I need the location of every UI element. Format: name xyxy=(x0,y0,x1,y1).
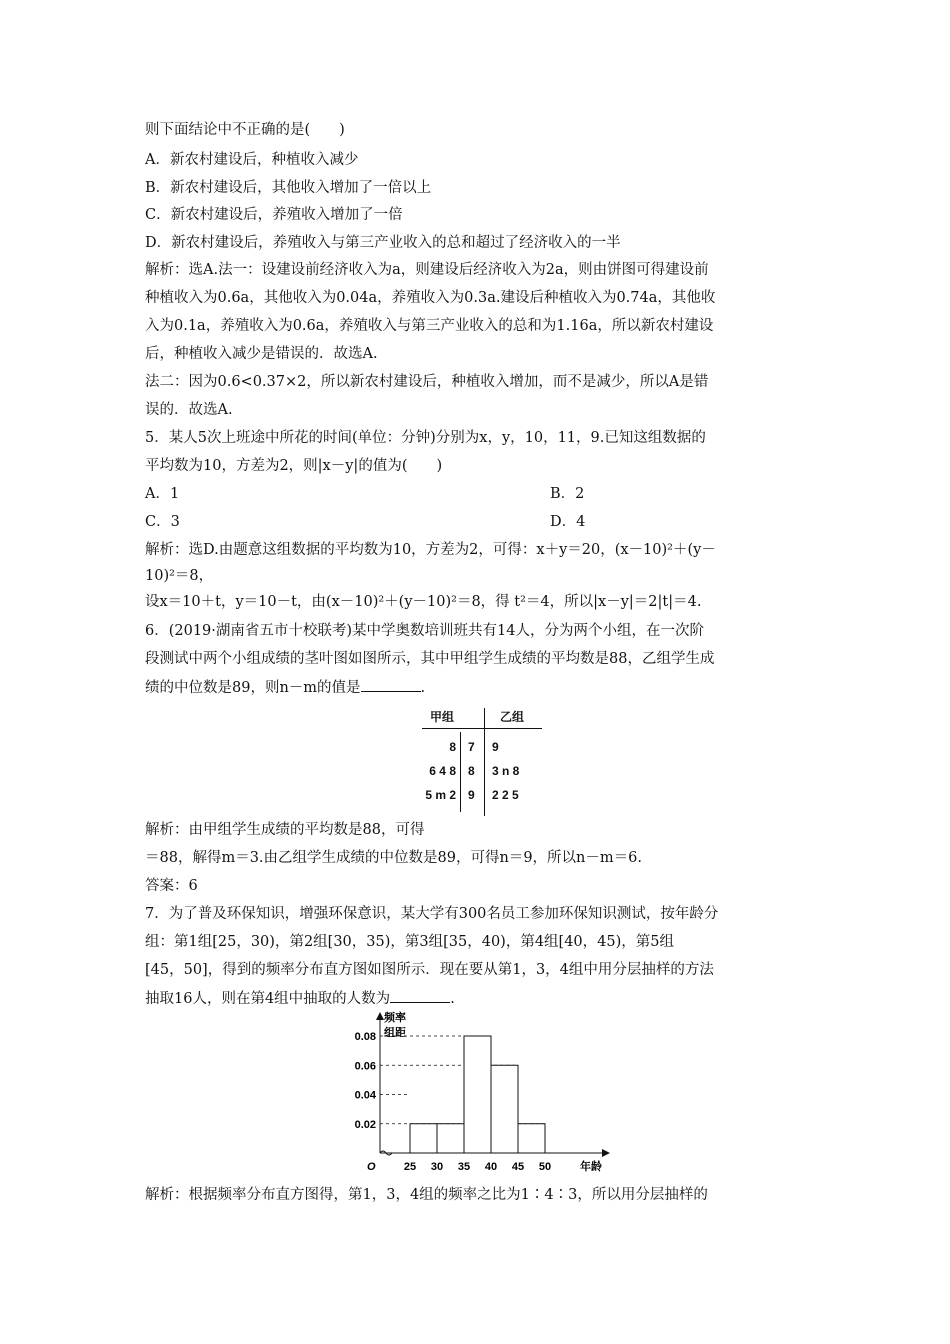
stem: 9 xyxy=(468,788,475,802)
text-line: 则下面结论中不正确的是( ) xyxy=(145,122,345,138)
stem-leaf-plot xyxy=(422,708,542,818)
solution-line: 解析：根据频率分布直方图得，第1，3，4组的频率之比为1∶4∶3，所以用分层抽样的 xyxy=(145,1187,708,1203)
y-tick-label: 0.04 xyxy=(354,1089,376,1102)
x-tick-label: 25 xyxy=(403,1161,417,1173)
question-6-line xyxy=(145,677,425,698)
y-label-bottom: 组距 xyxy=(384,1027,406,1039)
stem-leaf-header-right: 乙组 xyxy=(500,710,525,724)
option-b: B．新农村建设后，其他收入增加了一倍以上 xyxy=(145,180,432,196)
x-tick-label: 35 xyxy=(457,1161,471,1173)
answer-line: 答案：6 xyxy=(145,878,198,894)
stem: 7 xyxy=(468,740,475,754)
option-a: A．新农村建设后，种植收入减少 xyxy=(145,152,359,168)
period: . xyxy=(420,680,426,696)
period: . xyxy=(450,991,455,1007)
option-d: D．新农村建设后，养殖收入与第三产业收入的总和超过了经济收入的一半 xyxy=(145,235,621,251)
origin-label: O xyxy=(367,1161,376,1173)
question-text: 抽取16人，则在第4组中抽取的人数为 xyxy=(145,991,391,1007)
histogram-bar xyxy=(491,1065,518,1153)
question-6: 6．(2019·湖南省五市十校联考)某中学奥数培训班共有14人，分为两个小组，在一次阶 xyxy=(145,623,704,639)
y-axis-arrow xyxy=(376,1012,384,1020)
solution-line: 解析：由甲组学生成绩的平均数是88，可得 xyxy=(145,822,425,838)
y-label-top: 频率 xyxy=(384,1012,406,1024)
x-axis-label: 年龄 xyxy=(580,1161,602,1173)
histogram-bar xyxy=(464,1036,491,1153)
x-axis-arrow xyxy=(602,1149,610,1157)
histogram-bar xyxy=(437,1124,464,1153)
question-7-line: 组：第1组[25，30)，第2组[30，35)，第3组[35，40)，第4组[40，45)，第5组 xyxy=(145,934,674,950)
leaf-right: 9 xyxy=(492,740,499,754)
header-divider-line xyxy=(422,728,542,729)
option-d: D．4 xyxy=(550,514,586,530)
option-b: B．2 xyxy=(550,486,585,502)
x-tick-label: 30 xyxy=(430,1161,444,1173)
x-tick-label: 50 xyxy=(538,1161,552,1173)
option-c: C．新农村建设后，养殖收入增加了一倍 xyxy=(145,207,403,223)
stem: 8 xyxy=(468,764,475,778)
solution-line: ＝88，解得m＝3.由乙组学生成绩的中位数是89，可得n＝9，所以n－m＝6. xyxy=(145,850,642,866)
y-tick-label: 0.06 xyxy=(354,1060,376,1073)
leaf-left: 8 xyxy=(449,740,456,754)
leaf-right: 2 2 5 xyxy=(492,788,519,802)
solution-line: 种植收入为0.6a，其他收入为0.04a，养殖收入为0.3a.建设后种植收入为0.74a，其他收 xyxy=(145,290,716,306)
question-7-line: [45，50]，得到的频率分布直方图如图所示．现在要从第1，3，4组中用分层抽样的方法 xyxy=(145,962,714,978)
y-tick-label: 0.08 xyxy=(354,1031,376,1043)
question-text: 绩的中位数是89，则n－m的值是 xyxy=(145,680,361,696)
solution-line: 法二：因为0.6<0.37×2，所以新农村建设后，种植收入增加，而不是减少，所以A是错 xyxy=(145,374,709,390)
leaf-left: 6 4 8 xyxy=(429,764,456,778)
answer-blank xyxy=(390,988,450,1003)
leaf-right: 3 n 8 xyxy=(492,764,520,778)
y-tick-label: 0.02 xyxy=(354,1118,376,1131)
question-6-line: 段测试中两个小组成绩的茎叶图如图所示，其中甲组学生成绩的平均数是88，乙组学生成 xyxy=(145,651,715,667)
histogram-bar xyxy=(518,1124,545,1153)
question-7-line xyxy=(145,988,455,1009)
stem-leaf-header-left: 甲组 xyxy=(430,710,455,724)
frequency-histogram xyxy=(340,1010,620,1180)
solution-line: 解析：选A.法一：设建设前经济收入为a，则建设后经济收入为2a，则由饼图可得建设前 xyxy=(145,262,709,278)
x-tick-label: 40 xyxy=(484,1161,498,1173)
leaf-left: 5 m 2 xyxy=(425,788,456,802)
solution-line: 误的．故选A. xyxy=(145,402,233,418)
histogram-bar xyxy=(410,1124,437,1153)
question-5-line: 平均数为10，方差为2，则|x－y|的值为( ) xyxy=(145,458,443,474)
question-5: 5．某人5次上班途中所花的时间(单位：分钟)分别为x，y，10，11，9.已知这组数据的 xyxy=(145,430,706,446)
stem-left-rule xyxy=(460,732,461,812)
solution-line: 后，种植收入减少是错误的．故选A. xyxy=(145,346,378,362)
option-a: A．1 xyxy=(145,486,180,502)
solution-line: 入为0.1a，养殖收入为0.6a，养殖收入与第三产业收入的总和为1.16a，所以新农村建设 xyxy=(145,318,714,334)
x-tick-label: 45 xyxy=(511,1161,525,1173)
question-7: 7．为了普及环保知识，增强环保意识，某大学有300名员工参加环保知识测试，按年龄分 xyxy=(145,906,719,922)
solution-line: 设x＝10＋t，y＝10－t，由(x－10)²＋(y－10)²＝8，得 t²＝4，所以|x－y|＝2|t|＝4. xyxy=(145,594,702,610)
answer-blank xyxy=(361,677,421,692)
option-c: C．3 xyxy=(145,514,180,530)
solution-line: 10)²＝8， xyxy=(145,568,214,584)
stem-divider-line xyxy=(484,708,485,816)
solution-line: 解析：选D.由题意这组数据的平均数为10，方差为2，可得：x＋y＝20，(x－10)²＋(y－ xyxy=(145,542,716,558)
